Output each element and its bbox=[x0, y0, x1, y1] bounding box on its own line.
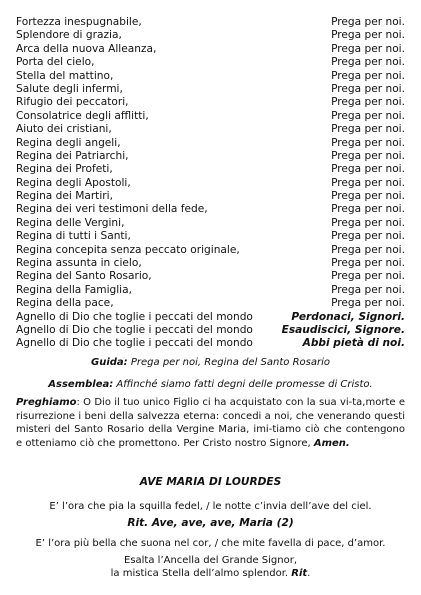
song-verse-3-line-1: Esalta l’Ancella del Grande Signor, bbox=[124, 555, 297, 566]
agnus-row bbox=[16, 337, 405, 350]
preghiamo-label: Preghiamo bbox=[16, 397, 77, 408]
agnus-invocation: Agnello di Dio che toglie i peccati del mondo bbox=[16, 323, 253, 336]
litany-response: Prega per noi. bbox=[331, 270, 405, 283]
litany-response: Prega per noi. bbox=[331, 56, 405, 69]
litany-response: Prega per noi. bbox=[331, 283, 405, 296]
assemblea-label: Assemblea: bbox=[48, 379, 114, 390]
litany-response: Prega per noi. bbox=[331, 109, 405, 122]
song-title: AVE MARIA DI LOURDES bbox=[139, 476, 282, 488]
litany-row bbox=[16, 16, 405, 29]
litany-invocation: Regina dei Patriarchi, bbox=[16, 149, 129, 162]
song-verse-1: E’ l’ora che pia la squilla fedel, / le notte c’invia dell’ave del ciel. bbox=[49, 501, 372, 512]
litany-row bbox=[16, 297, 405, 310]
litany-response: Prega per noi. bbox=[331, 82, 405, 95]
song-verse-3-line-2: la mistica Stella dell’almo splendor. Rit. bbox=[110, 568, 311, 580]
litany-row bbox=[16, 150, 405, 163]
litany-response: Prega per noi. bbox=[331, 16, 405, 28]
litany-row bbox=[16, 257, 405, 270]
rit-tag: Rit bbox=[291, 568, 308, 580]
amen-text: Amen. bbox=[313, 437, 350, 449]
litany-row bbox=[16, 270, 405, 283]
litany-invocation: Splendore di grazia, bbox=[16, 29, 122, 42]
litany-response: Prega per noi. bbox=[331, 136, 405, 149]
litany-response: Prega per noi. bbox=[331, 203, 405, 216]
litany-invocation: Rifugio dei peccatori, bbox=[16, 96, 129, 109]
agnus-response: Esaudiscici, Signore. bbox=[281, 323, 405, 336]
agnus-invocation: Agnello di Dio che toglie i peccati del mondo bbox=[16, 337, 253, 350]
litany-invocation: Salute degli infermi, bbox=[16, 82, 123, 95]
litany-row bbox=[16, 43, 405, 56]
litany-invocation: Regina degli angeli, bbox=[16, 136, 121, 149]
litany-row bbox=[16, 83, 405, 96]
litany-row bbox=[16, 110, 405, 123]
litany-invocation: Porta del cielo, bbox=[16, 56, 95, 69]
litany-response: Prega per noi. bbox=[331, 230, 405, 243]
litany-invocation: Arca della nuova Alleanza, bbox=[16, 42, 157, 55]
closing-prayer bbox=[16, 396, 405, 450]
litany-row bbox=[16, 29, 405, 42]
litany-invocation: Fortezza inespugnabile, bbox=[16, 16, 142, 28]
litany-row bbox=[16, 123, 405, 136]
litany-row bbox=[16, 244, 405, 257]
litany-response: Prega per noi. bbox=[331, 29, 405, 42]
litany-invocation: Consolatrice degli afflitti, bbox=[16, 109, 149, 122]
litany-response: Prega per noi. bbox=[331, 297, 405, 310]
litany-invocation: Regina concepita senza peccato originale, bbox=[16, 243, 240, 256]
assemblea-line bbox=[16, 378, 405, 391]
litany-invocation: Aiuto dei cristiani, bbox=[16, 123, 112, 136]
litany-invocation: Regina del Santo Rosario, bbox=[16, 270, 152, 283]
litany-invocation: Regina delle Vergini, bbox=[16, 216, 125, 229]
litany-row bbox=[16, 284, 405, 297]
litany-invocation: Regina dei Profeti, bbox=[16, 163, 113, 176]
agnus-invocation: Agnello di Dio che toglie i peccati del mondo bbox=[16, 310, 253, 323]
litany-response: Prega per noi. bbox=[331, 216, 405, 229]
song-verse-2: E’ l’ora più bella che suona nel cor, / che mite favella di pace, d’amor. bbox=[35, 538, 386, 549]
litany-invocation: Regina della Famiglia, bbox=[16, 283, 132, 296]
litany-row bbox=[16, 70, 405, 83]
litany-response: Prega per noi. bbox=[331, 123, 405, 136]
litany-invocation: Regina di tutti i Santi, bbox=[16, 230, 131, 243]
guida-text: Prega per noi, Regina del Santo Rosario bbox=[130, 357, 330, 368]
litany-response: Prega per noi. bbox=[331, 190, 405, 203]
litany-response: Prega per noi. bbox=[331, 42, 405, 55]
litany-response: Prega per noi. bbox=[331, 176, 405, 189]
litany-response: Prega per noi. bbox=[331, 96, 405, 109]
litany-list bbox=[16, 16, 405, 351]
litany-row bbox=[16, 230, 405, 243]
litany-response: Prega per noi. bbox=[331, 149, 405, 162]
assemblea-text: Affinché siamo fatti degni delle promesse di Cristo. bbox=[116, 379, 373, 390]
agnus-row bbox=[16, 324, 405, 337]
litany-invocation: Regina degli Apostoli, bbox=[16, 176, 131, 189]
guida-label: Guida: bbox=[91, 357, 128, 368]
agnus-row bbox=[16, 311, 405, 324]
litany-invocation: Stella del mattino, bbox=[16, 69, 114, 82]
litany-response: Prega per noi. bbox=[331, 69, 405, 82]
litany-response: Prega per noi. bbox=[331, 257, 405, 270]
agnus-response: Perdonaci, Signori. bbox=[291, 310, 405, 323]
litany-row bbox=[16, 56, 405, 69]
agnus-response: Abbi pietà di noi. bbox=[302, 337, 405, 350]
preghiamo-text: : O Dio il tuo unico Figlio ci ha acquistato con la sua vi-ta,morte e risurrezione i beni della salvezza eterna: concedi a noi, che venerando questi misteri del Santo Rosario della Vergine Maria, imi-tiamo ciò che contengono e otteniamo ciò che promettono. Per Cristo nostro Signore, bbox=[16, 397, 405, 449]
song-verse-3 bbox=[16, 554, 405, 581]
litany-row bbox=[16, 163, 405, 176]
song-verse-3-line-2-text: la mistica Stella dell’almo splendor. bbox=[110, 568, 292, 580]
litany-response: Prega per noi. bbox=[331, 243, 405, 256]
litany-row bbox=[16, 190, 405, 203]
litany-row bbox=[16, 137, 405, 150]
litany-invocation: Regina dei veri testimoni della fede, bbox=[16, 203, 208, 216]
guida-line bbox=[16, 356, 405, 369]
litany-row bbox=[16, 177, 405, 190]
litany-row bbox=[16, 217, 405, 230]
song-refrain: Rit. Ave, ave, ave, Maria (2) bbox=[127, 517, 294, 529]
litany-invocation: Regina della pace, bbox=[16, 297, 114, 310]
litany-invocation: Regina dei Martiri, bbox=[16, 190, 113, 203]
litany-row bbox=[16, 96, 405, 109]
litany-invocation: Regina assunta in cielo, bbox=[16, 257, 142, 270]
litany-row bbox=[16, 203, 405, 216]
litany-response: Prega per noi. bbox=[331, 163, 405, 176]
